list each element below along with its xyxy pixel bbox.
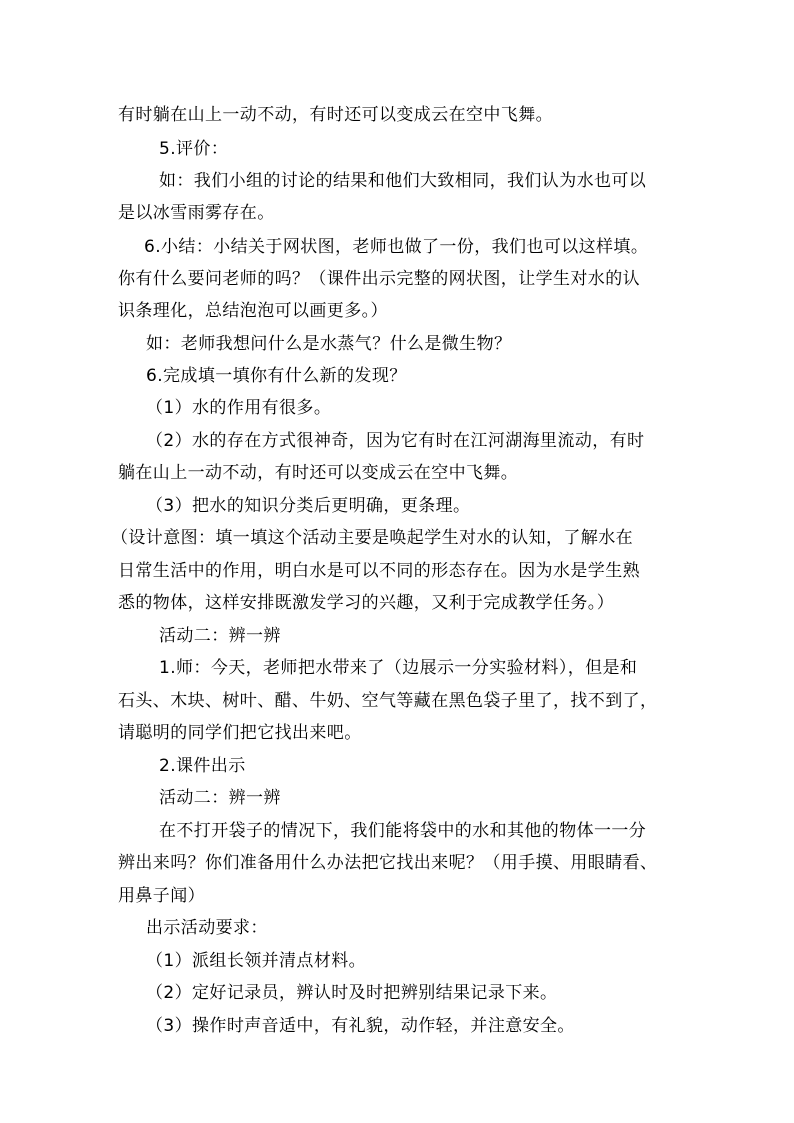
text-line-25: 用鼻子闻） bbox=[118, 886, 205, 906]
text-line-20: 请聪明的同学们把它找出来吧。 bbox=[118, 723, 362, 743]
text-line-19: 石头、木块、树叶、醋、牛奶、空气等藏在黑色袋子里了，找不到了， bbox=[118, 691, 658, 711]
section-heading-summary: 6.小结：小结关于网状图，老师也做了一份，我们也可以这样填。 bbox=[144, 237, 649, 257]
list-item-1: （1）水的作用有很多。 bbox=[146, 398, 332, 418]
section-heading-evaluation: 5.评价： bbox=[159, 139, 229, 159]
text-line-7: 识条理化，总结泡泡可以画更多。） bbox=[118, 301, 388, 321]
design-intent-line-1: （设计意图：填一填这个活动主要是唤起学生对水的认知，了解水在 bbox=[111, 528, 633, 548]
text-line-23: 在不打开袋子的情况下，我们能将袋中的水和其他的物体一一分 bbox=[159, 821, 647, 841]
section-heading-fill: 6.完成填一填你有什么新的发现？ bbox=[146, 366, 407, 386]
section-heading-courseware: 2.课件出示 bbox=[159, 756, 246, 776]
design-intent-line-3: 悉的物体，这样安排既激发学习的兴趣，又利于完成教学任务。） bbox=[118, 593, 615, 613]
activity-heading: 活动二：辨一辨 bbox=[159, 626, 281, 646]
list-item-3: （3）把水的知识分类后更明确，更条理。 bbox=[146, 496, 471, 516]
text-line-24: 辨出来吗？你们准备用什么办法把它找出来呢？（用手摸、用眼睛看、 bbox=[118, 853, 658, 873]
text-line-12: 躺在山上一动不动，有时还可以变成云在空中飞舞。 bbox=[118, 463, 519, 483]
requirement-item-2: （2）定好记录员，辨认时及时把辨别结果记录下来。 bbox=[146, 983, 558, 1003]
text-line-18: 1.师：今天，老师把水带来了（边展示一分实验材料），但是和 bbox=[159, 658, 638, 678]
text-line-8: 如：老师我想问什么是水蒸气？什么是微生物？ bbox=[146, 334, 512, 354]
text-line-3: 如：我们小组的讨论的结果和他们大致相同，我们认为水也可以 bbox=[159, 171, 647, 191]
requirement-item-1: （1）派组长领并清点材料。 bbox=[146, 951, 367, 971]
requirement-item-3: （3）操作时声音适中，有礼貌，动作轻，并注意安全。 bbox=[146, 1016, 575, 1036]
design-intent-line-2: 日常生活中的作用，明白水是可以不同的形态存在。因为水是学生熟 bbox=[118, 561, 640, 581]
text-line-6: 你有什么要问老师的吗？（课件出示完整的网状图，让学生对水的认 bbox=[118, 269, 640, 289]
list-item-2: （2）水的存在方式很神奇，因为它有时在江河湖海里流动，有时 bbox=[146, 431, 645, 451]
text-line-1: 有时躺在山上一动不动，有时还可以变成云在空中飞舞。 bbox=[118, 105, 553, 125]
text-line-4: 是以冰雪雨雾存在。 bbox=[118, 203, 275, 223]
activity-heading-2: 活动二：辨一辨 bbox=[159, 788, 281, 808]
requirements-heading: 出示活动要求： bbox=[146, 918, 268, 938]
